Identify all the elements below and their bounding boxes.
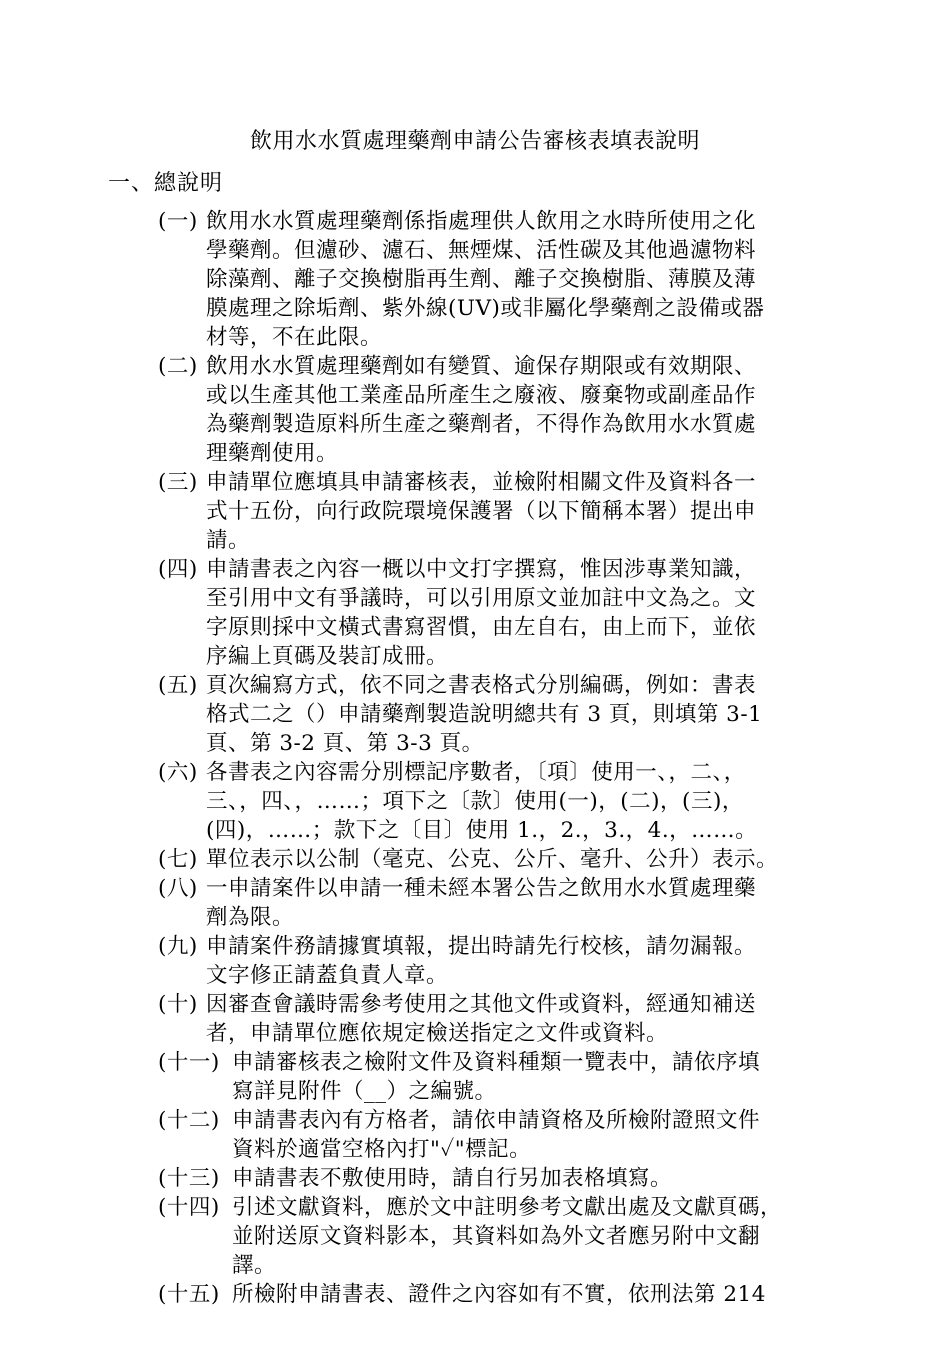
list-item (158, 352, 848, 468)
item-number: (十三) (158, 1166, 220, 1191)
item-text: 單位表示以公制（毫克、公克、公斤、毫升、公升）表示。 (206, 847, 779, 872)
item-text: 頁次編寫方式，依不同之書表格式分別編碼，例如：書表 格式二之（）申請藥劑製造說明總共有 3 頁，則填第 3-1 頁、第 3-2 頁、第 3-3 頁。 (206, 673, 763, 756)
item-number: (九) (158, 934, 198, 959)
item-number: (十四) (158, 1195, 220, 1220)
item-list (158, 207, 848, 1309)
item-text: 申請書表不敷使用時，請自行另加表格填寫。 (232, 1166, 673, 1191)
list-item (158, 1164, 848, 1193)
item-text: 申請單位應填具申請審核表，並檢附相關文件及資料各一 式十五份，向行政院環境保護署（以下簡稱本署）提出申 請。 (206, 470, 757, 553)
item-number: (十) (158, 992, 198, 1017)
list-item (158, 932, 848, 990)
item-number: (十二) (158, 1108, 220, 1133)
list-item (158, 990, 848, 1048)
item-number: (七) (158, 847, 198, 872)
item-number: (八) (158, 876, 198, 901)
item-text: 申請審核表之檢附文件及資料種類一覽表中，請依序填 寫詳見附件（__）之編號。 (232, 1050, 761, 1104)
item-number: (十一) (158, 1050, 220, 1075)
list-item (158, 845, 848, 874)
item-text: 一申請案件以申請一種未經本署公告之飲用水水質處理藥 劑為限。 (206, 876, 757, 930)
page-title: 飲用水水質處理藥劑申請公告審核表填表說明 (249, 129, 700, 154)
item-number: (二) (158, 354, 198, 379)
section-heading: 一、總說明 (108, 171, 224, 196)
item-text: 飲用水水質處理藥劑如有變質、逾保存期限或有效期限、 或以生產其他工業產品所產生之廢液、廢棄物或副產品作 為藥劑製造原料所生產之藥劑者，不得作為飲用水水質處 理藥劑使用。 (206, 354, 757, 466)
item-text: 申請書表內有方格者，請依申請資格及所檢附證照文件 資料於適當空格內打"✓"標記。 (232, 1108, 761, 1162)
item-text: 飲用水水質處理藥劑係指處理供人飲用之水時所使用之化 學藥劑。但濾砂、濾石、無煙煤、活性碳及其他過濾物料 除藻劑、離子交換樹脂再生劑、離子交換樹脂、薄膜及薄 膜處理之除垢劑、紫外線(UV)或非屬化學藥劑之設備或器 材等，不在此限。 (206, 209, 765, 350)
list-item (158, 555, 848, 671)
list-item (158, 468, 848, 555)
list-item (158, 758, 848, 845)
item-number: (三) (158, 470, 198, 495)
list-item (158, 1193, 848, 1280)
list-item (158, 671, 848, 758)
item-text: 引述文獻資料，應於文中註明參考文獻出處及文獻頁碼， 並附送原文資料影本，其資料如為外文者應另附中文翻 譯。 (232, 1195, 783, 1278)
item-number: (一) (158, 209, 198, 234)
list-item (158, 874, 848, 932)
item-text: 所檢附申請書表、證件之內容如有不實，依刑法第 214 (232, 1282, 766, 1307)
list-item (158, 207, 848, 352)
item-number: (五) (158, 673, 198, 698)
item-text: 各書表之內容需分別標記序數者，〔項〕使用一、，二、， 三、，四、，……；項下之〔款〕使用(一)，(二)，(三)， (四)，……；款下之〔目〕使用 1.，2.，3.，4.，……。 (206, 760, 758, 843)
list-item (158, 1106, 848, 1164)
item-number: (十五) (158, 1282, 220, 1307)
item-number: (六) (158, 760, 198, 785)
list-item (158, 1280, 848, 1309)
item-text: 因審查會議時需參考使用之其他文件或資料，經通知補送 者，申請單位應依規定檢送指定之文件或資料。 (206, 992, 757, 1046)
item-text: 申請案件務請據實填報，提出時請先行校核，請勿漏報。 文字修正請蓋負責人章。 (206, 934, 757, 988)
item-text: 申請書表之內容一概以中文打字撰寫，惟因涉專業知識， 至引用中文有爭議時，可以引用原文並加註中文為之。文 字原則採中文橫式書寫習慣，由左自右，由上而下，並依 序編上頁碼及裝訂成冊。 (206, 557, 757, 669)
item-number: (四) (158, 557, 198, 582)
list-item (158, 1048, 848, 1106)
